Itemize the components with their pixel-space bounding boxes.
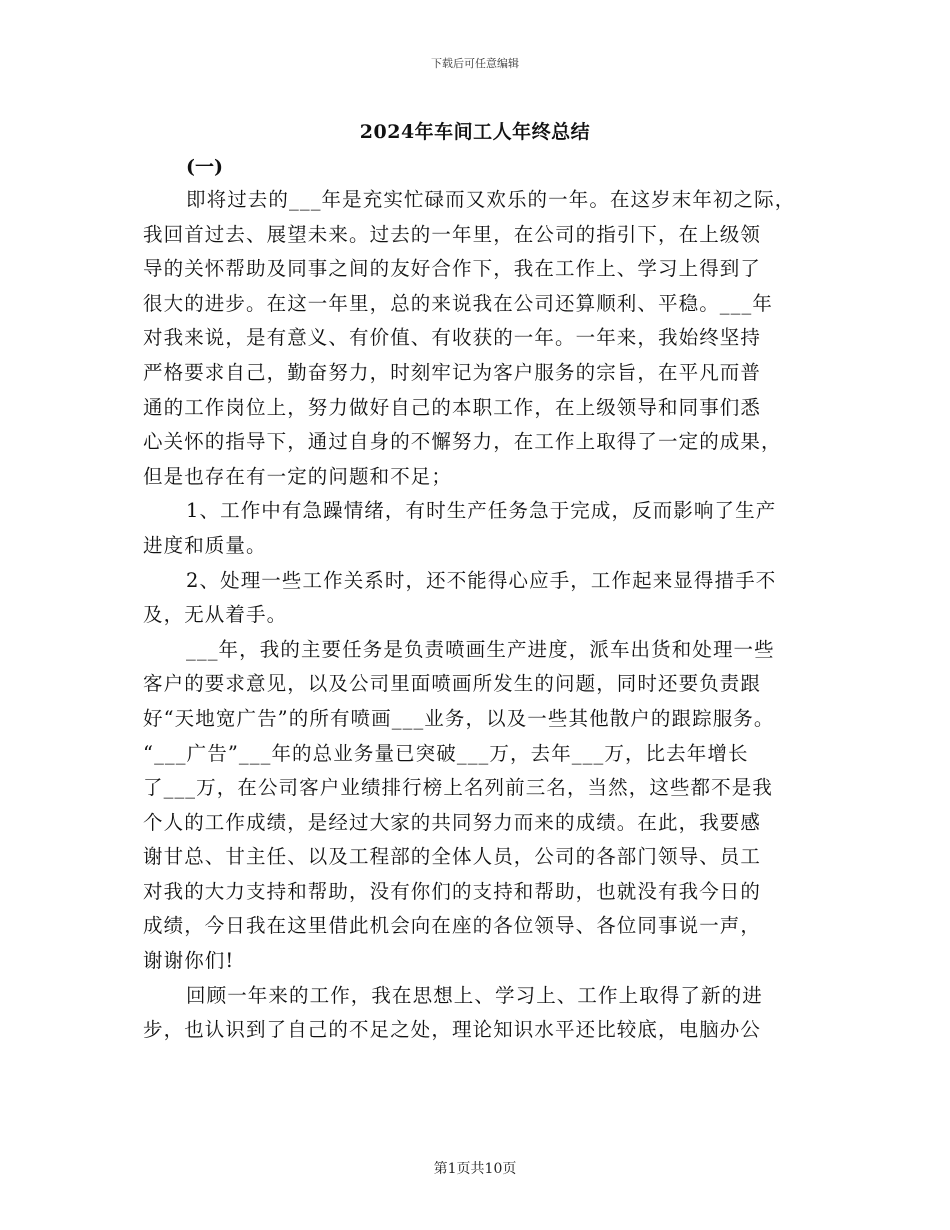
body-line: 了___万，在公司客户业绩排行榜上名列前三名，当然，这些都不是我 bbox=[143, 776, 773, 800]
body-line: 2、处理一些工作关系时，还不能得心应手，工作起来显得措手不 bbox=[186, 568, 777, 592]
body-line: 谢甘总、甘主任、以及工程部的全体人员，公司的各部门领导、员工 bbox=[143, 845, 762, 869]
body-line: 步，也认识到了自己的不足之处，理论知识水平还比较底，电脑办公 bbox=[143, 1018, 762, 1042]
body-line: ___年，我的主要任务是负责喷画生产进度，派车出货和处理一些 bbox=[186, 637, 775, 661]
body-line: 回顾一年来的工作，我在思想上、学习上、工作上取得了新的进 bbox=[186, 983, 763, 1007]
body-line: 心关怀的指导下，通过自身的不懈努力，在工作上取得了一定的成果， bbox=[143, 430, 782, 454]
body-line: 但是也存在有一定的问题和不足； bbox=[143, 464, 453, 488]
body-line: 即将过去的___年是充实忙碌而又欢乐的一年。在这岁末年初之际， bbox=[186, 188, 796, 211]
body-line: 客户的要求意见，以及公司里面喷画所发生的问题，同时还要负责跟 bbox=[143, 672, 762, 696]
section-mark: (一) bbox=[186, 156, 223, 178]
body-line: 1、工作中有急躁情绪，有时生产任务急于完成，反而影响了生产 bbox=[186, 499, 777, 523]
document-title: 2024年车间工人年终总结 bbox=[359, 121, 591, 143]
body-line: 导的关怀帮助及同事之间的友好合作下，我在工作上、学习上得到了 bbox=[143, 257, 762, 281]
body-line: “___广告”___年的总业务量已突破___万，去年___万，比去年增长 bbox=[143, 741, 749, 765]
body-line: 个人的工作成绩，是经过大家的共同努力而来的成绩。在此，我要感 bbox=[143, 810, 762, 834]
document-body bbox=[143, 183, 833, 1048]
body-line: 成绩，今日我在这里借此机会向在座的各位领导、各位同事说一声， bbox=[143, 914, 762, 938]
body-line: 很大的进步。在这一年里，总的来说我在公司还算顺利、平稳。___年 bbox=[143, 291, 773, 315]
header-note: 下载后可任意编辑 bbox=[431, 57, 519, 70]
body-line: 好“天地宽广告”的所有喷画___业务，以及一些其他散户的跟踪服务。 bbox=[143, 706, 775, 730]
body-line: 我回首过去、展望未来。过去的一年里，在公司的指引下，在上级领 bbox=[143, 222, 762, 246]
body-line: 谢谢你们! bbox=[143, 949, 235, 973]
body-line: 及，无从着手。 bbox=[143, 603, 288, 627]
body-line: 通的工作岗位上，努力做好自己的本职工作，在上级领导和同事们悉 bbox=[143, 395, 762, 419]
body-line: 严格要求自己，勤奋努力，时刻牢记为客户服务的宗旨，在平凡而普 bbox=[143, 360, 762, 384]
page-footer: 第1页共10页 bbox=[433, 1161, 517, 1177]
body-line: 进度和质量。 bbox=[143, 533, 267, 557]
body-line: 对我来说，是有意义、有价值、有收获的一年。一年来，我始终坚持 bbox=[143, 326, 762, 350]
body-line: 对我的大力支持和帮助，没有你们的支持和帮助，也就没有我今日的 bbox=[143, 879, 762, 903]
